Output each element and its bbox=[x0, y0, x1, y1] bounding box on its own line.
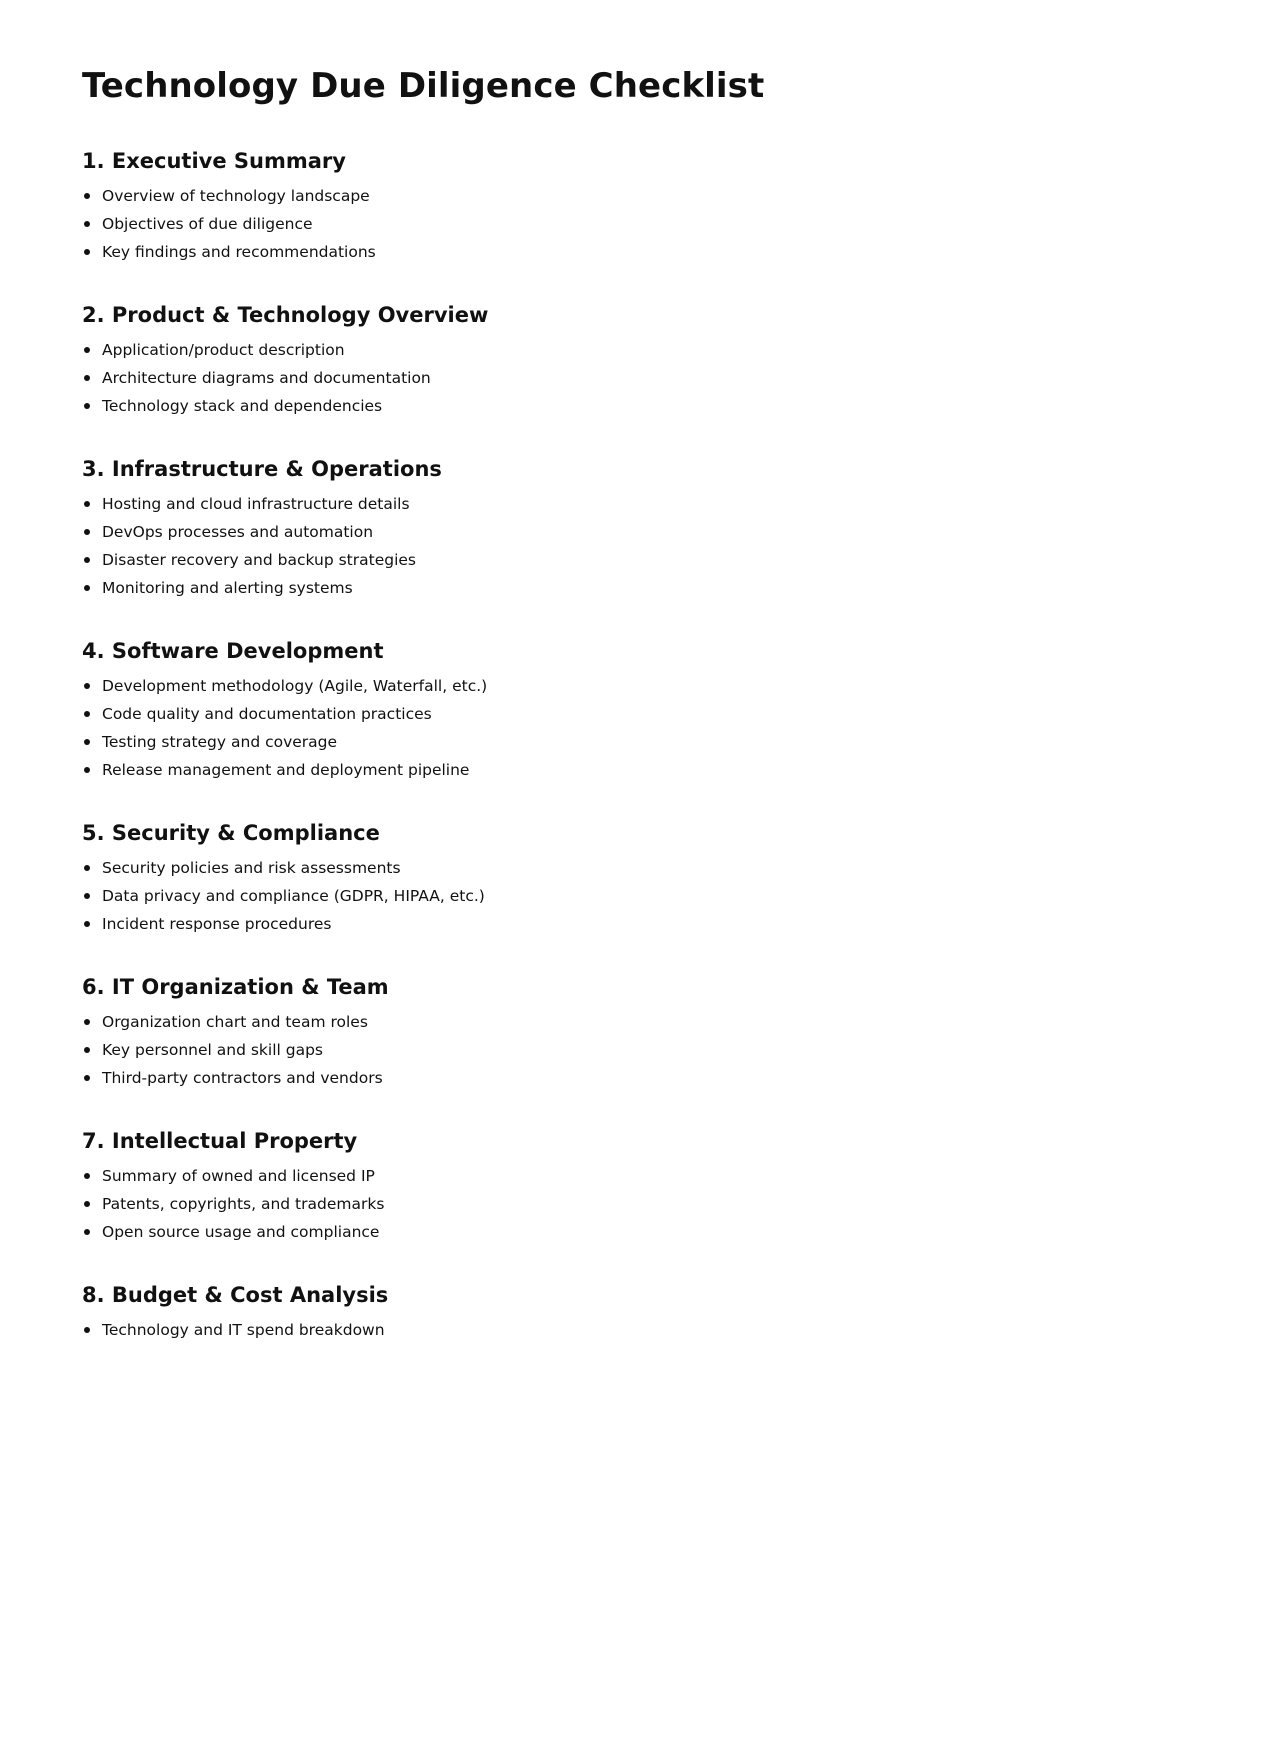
list-item-text: Summary of owned and licensed IP bbox=[102, 1167, 375, 1185]
bullet-icon bbox=[84, 221, 90, 227]
list-item-text: Development methodology (Agile, Waterfall, etc.) bbox=[102, 677, 488, 695]
bullet-icon bbox=[84, 585, 90, 591]
bullet-icon bbox=[84, 893, 90, 899]
section-heading: 5. Security & Compliance bbox=[82, 821, 380, 845]
list-item bbox=[82, 728, 1182, 756]
list-item bbox=[82, 336, 1182, 364]
list-item-text: Release management and deployment pipeline bbox=[102, 761, 470, 779]
bullet-icon bbox=[84, 1075, 90, 1081]
list-item bbox=[82, 756, 1182, 784]
checklist-list bbox=[82, 336, 1182, 420]
bullet-icon bbox=[84, 865, 90, 871]
list-item bbox=[82, 518, 1182, 546]
checklist-list bbox=[82, 182, 1182, 266]
list-item-text: Incident response procedures bbox=[102, 915, 332, 933]
list-item bbox=[82, 574, 1182, 602]
list-item bbox=[82, 882, 1182, 910]
bullet-icon bbox=[84, 249, 90, 255]
checklist-sections bbox=[82, 146, 1182, 1344]
list-item-text: Code quality and documentation practices bbox=[102, 705, 432, 723]
bullet-icon bbox=[84, 557, 90, 563]
bullet-icon bbox=[84, 501, 90, 507]
list-item-text: Security policies and risk assessments bbox=[102, 859, 401, 877]
list-item-text: Objectives of due diligence bbox=[102, 215, 313, 233]
section-heading: 6. IT Organization & Team bbox=[82, 975, 389, 999]
list-item-text: Architecture diagrams and documentation bbox=[102, 369, 431, 387]
list-item bbox=[82, 364, 1182, 392]
checklist-section bbox=[82, 1126, 1182, 1246]
list-item-text: Testing strategy and coverage bbox=[102, 733, 338, 751]
list-item bbox=[82, 546, 1182, 574]
list-item-text: Disaster recovery and backup strategies bbox=[102, 551, 416, 569]
checklist-list bbox=[82, 672, 1182, 784]
checklist-section bbox=[82, 300, 1182, 420]
bullet-icon bbox=[84, 193, 90, 199]
checklist-section bbox=[82, 454, 1182, 602]
bullet-icon bbox=[84, 767, 90, 773]
checklist-section bbox=[82, 1280, 1182, 1344]
list-item-text: Third-party contractors and vendors bbox=[102, 1069, 383, 1087]
list-item bbox=[82, 1036, 1182, 1064]
bullet-icon bbox=[84, 1019, 90, 1025]
bullet-icon bbox=[84, 529, 90, 535]
checklist-list bbox=[82, 1316, 1182, 1344]
checklist-section bbox=[82, 818, 1182, 938]
section-heading: 8. Budget & Cost Analysis bbox=[82, 1283, 389, 1307]
list-item-text: Key findings and recommendations bbox=[102, 243, 376, 261]
list-item-text: Monitoring and alerting systems bbox=[102, 579, 353, 597]
list-item bbox=[82, 910, 1182, 938]
checklist-list bbox=[82, 854, 1182, 938]
bullet-icon bbox=[84, 1201, 90, 1207]
list-item bbox=[82, 490, 1182, 518]
list-item bbox=[82, 700, 1182, 728]
list-item bbox=[82, 1008, 1182, 1036]
list-item-text: Key personnel and skill gaps bbox=[102, 1041, 323, 1059]
checklist-list bbox=[82, 1008, 1182, 1092]
list-item bbox=[82, 1162, 1182, 1190]
section-heading: 3. Infrastructure & Operations bbox=[82, 457, 442, 481]
list-item bbox=[82, 854, 1182, 882]
list-item-text: Patents, copyrights, and trademarks bbox=[102, 1195, 385, 1213]
checklist-section bbox=[82, 146, 1182, 266]
list-item bbox=[82, 210, 1182, 238]
list-item-text: DevOps processes and automation bbox=[102, 523, 374, 541]
list-item-text: Technology stack and dependencies bbox=[102, 397, 383, 415]
bullet-icon bbox=[84, 1047, 90, 1053]
page-title: Technology Due Diligence Checklist bbox=[82, 66, 765, 106]
list-item-text: Technology and IT spend breakdown bbox=[102, 1321, 385, 1339]
checklist-list bbox=[82, 490, 1182, 602]
bullet-icon bbox=[84, 403, 90, 409]
section-heading: 2. Product & Technology Overview bbox=[82, 303, 489, 327]
list-item-text: Data privacy and compliance (GDPR, HIPAA, etc.) bbox=[102, 887, 485, 905]
section-heading: 7. Intellectual Property bbox=[82, 1129, 358, 1153]
bullet-icon bbox=[84, 683, 90, 689]
list-item-text: Open source usage and compliance bbox=[102, 1223, 380, 1241]
list-item bbox=[82, 238, 1182, 266]
checklist-list bbox=[82, 1162, 1182, 1246]
section-heading: 1. Executive Summary bbox=[82, 149, 346, 173]
checklist-section bbox=[82, 972, 1182, 1092]
bullet-icon bbox=[84, 921, 90, 927]
checklist-section bbox=[82, 636, 1182, 784]
list-item-text: Hosting and cloud infrastructure details bbox=[102, 495, 410, 513]
bullet-icon bbox=[84, 375, 90, 381]
list-item bbox=[82, 1218, 1182, 1246]
bullet-icon bbox=[84, 711, 90, 717]
list-item-text: Application/product description bbox=[102, 341, 345, 359]
list-item bbox=[82, 182, 1182, 210]
bullet-icon bbox=[84, 1229, 90, 1235]
bullet-icon bbox=[84, 1327, 90, 1333]
list-item bbox=[82, 1064, 1182, 1092]
list-item-text: Organization chart and team roles bbox=[102, 1013, 368, 1031]
bullet-icon bbox=[84, 1173, 90, 1179]
list-item-text: Overview of technology landscape bbox=[102, 187, 370, 205]
list-item bbox=[82, 1316, 1182, 1344]
bullet-icon bbox=[84, 739, 90, 745]
list-item bbox=[82, 672, 1182, 700]
bullet-icon bbox=[84, 347, 90, 353]
section-heading: 4. Software Development bbox=[82, 639, 384, 663]
list-item bbox=[82, 1190, 1182, 1218]
list-item bbox=[82, 392, 1182, 420]
